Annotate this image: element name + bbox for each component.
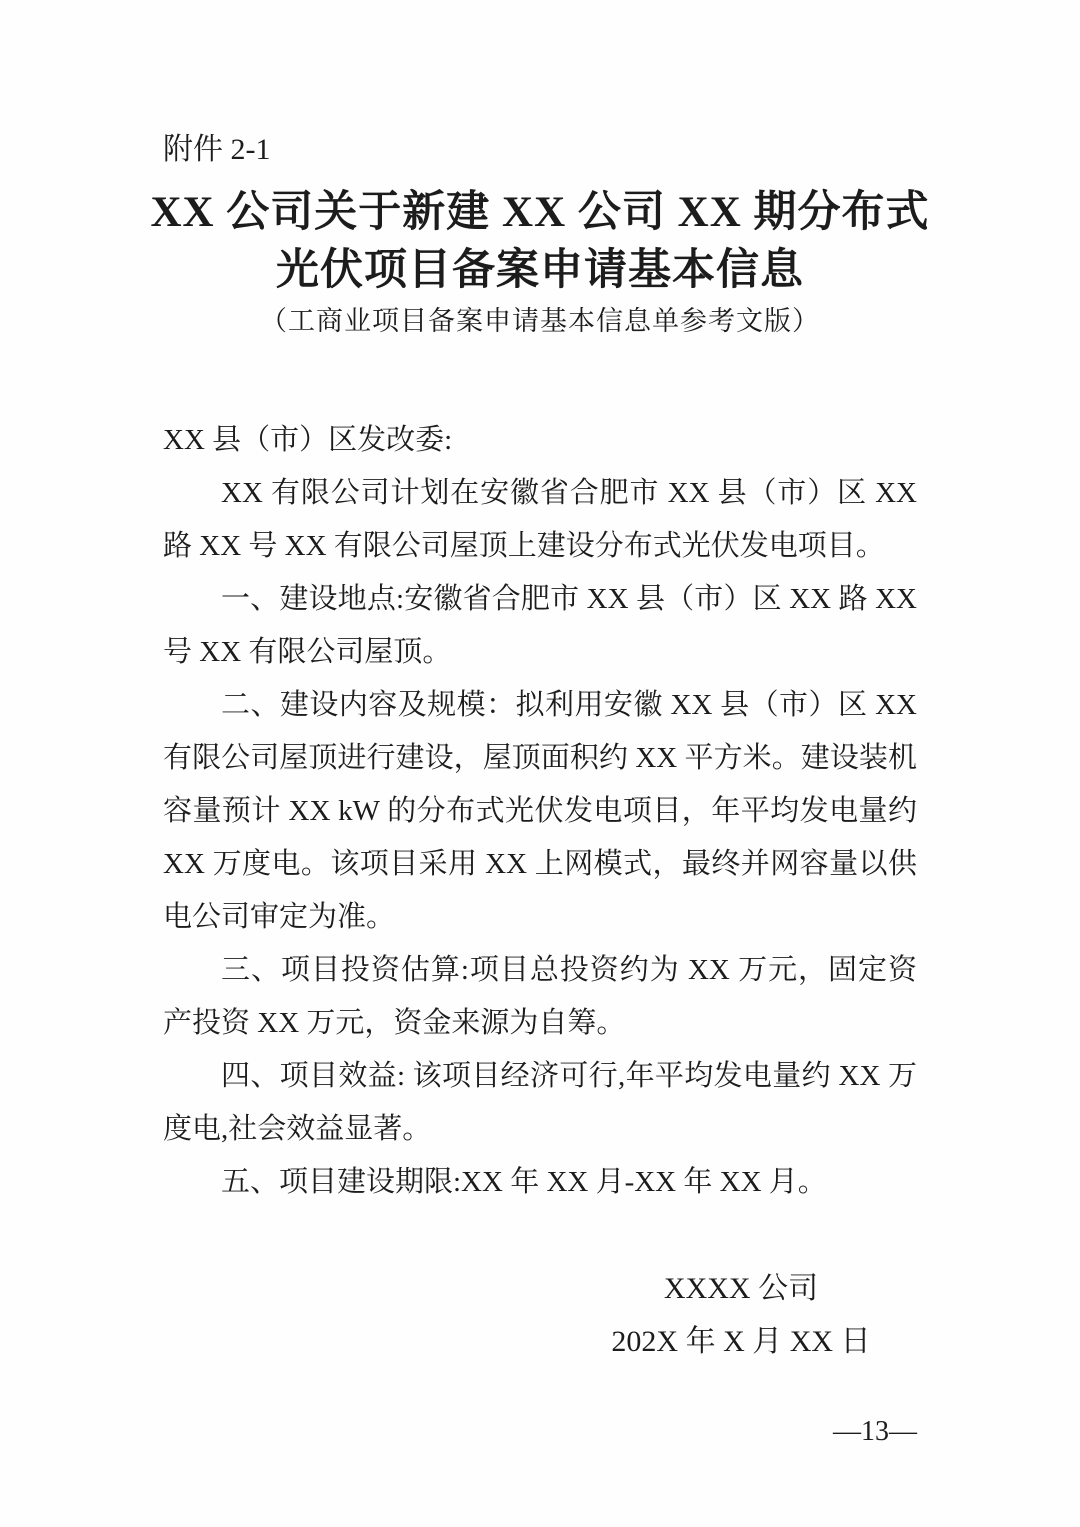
attachment-label: 附件 2-1 <box>163 133 271 166</box>
salutation: XX 县（市）区发改委: <box>163 424 453 456</box>
body-paragraph-4: 三、项目投资估算:项目总投资约为 XX 万元，固定资产投资 XX 万元，资金来源为自筹。 <box>163 954 917 1039</box>
document-title-line-1: XX 公司关于新建 XX 公司 XX 期分布式 <box>150 189 930 236</box>
document-subtitle: （工商业项目备案申请基本信息单参考文版） <box>260 306 820 336</box>
body-paragraph-1: XX 有限公司计划在安徽省合肥市 XX 县（市）区 XX 路 XX 号 XX 有限公司屋顶上建设分布式光伏发电项目。 <box>163 477 917 562</box>
body-paragraph-6: 五、项目建设期限:XX 年 XX 月-XX 年 XX 月。 <box>221 1166 827 1198</box>
body-paragraph-5: 四、项目效益: 该项目经济可行,年平均发电量约 XX 万度电,社会效益显著。 <box>163 1060 917 1145</box>
body-paragraph-3: 二、建设内容及规模：拟利用安徽 XX 县（市）区 XX 有限公司屋顶进行建设，屋顶面积约 XX 平方米。建设装机容量预计 XX kW 的分布式光伏发电项目，年平均发电量约 XX 万度电。该项目采用 XX 上网模式，最终并网容量以供电公司审定为准。 <box>163 689 917 933</box>
document-title <box>60 184 1020 300</box>
signature-company: XXXX 公司 <box>663 1272 819 1305</box>
document-title-line-2: 光伏项目备案申请基本信息 <box>276 247 804 294</box>
page-number: —13— <box>833 1416 917 1447</box>
signature-block <box>541 1262 941 1368</box>
body-paragraph-2: 一、建设地点:安徽省合肥市 XX 县（市）区 XX 路 XX 号 XX 有限公司屋顶。 <box>163 583 917 668</box>
document-body <box>163 414 917 1209</box>
signature-date: 202X 年 X 月 XX 日 <box>611 1325 871 1358</box>
